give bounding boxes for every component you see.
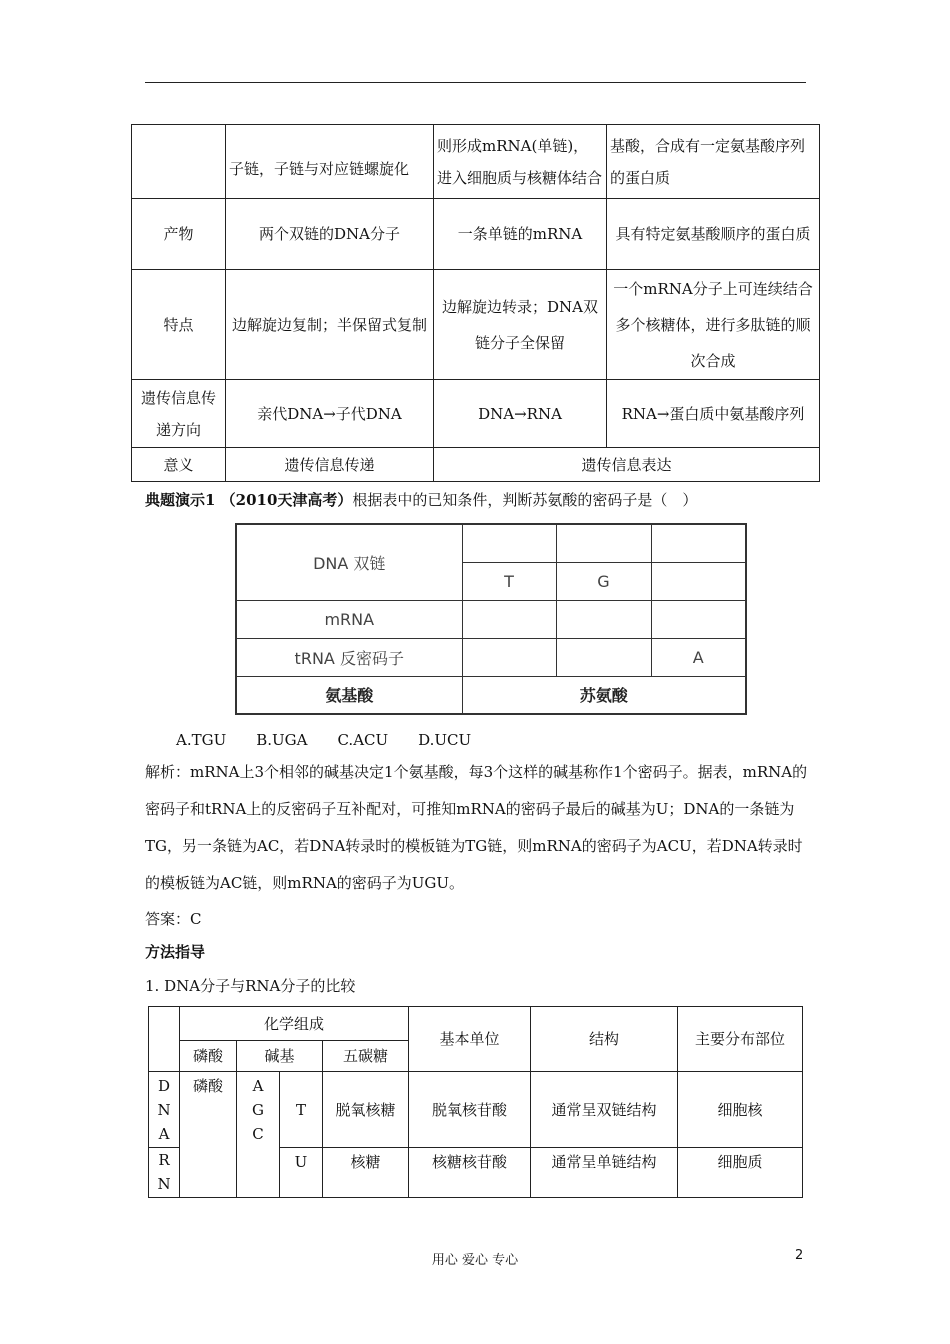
sugar-header: 五碳糖 (323, 1041, 409, 1072)
header-rule (145, 82, 806, 83)
shared-bases: A G C (237, 1072, 280, 1198)
table-row (132, 448, 820, 482)
row-label: 产物 (132, 199, 226, 270)
rna-sugar: 核糖 (323, 1148, 409, 1198)
base-header: 碱基 (237, 1041, 323, 1072)
cell: 亲代DNA→子代DNA (226, 380, 434, 448)
option-a: A.TGU (176, 731, 227, 749)
codon-table (235, 523, 747, 715)
cell: 边解旋边复制；半保留式复制 (226, 270, 434, 380)
footer-text: 用心 爱心 专心 (431, 1253, 519, 1268)
cell (556, 638, 651, 676)
cell: 一个mRNA分子上可连续结合多个核糖体，进行多肽链的顺次合成 (607, 270, 820, 380)
cell: 基酸，合成有一定氨基酸序列的蛋白质 (607, 125, 820, 199)
table-row (132, 125, 820, 199)
analysis-text: 解析：mRNA上3个相邻的碱基决定1个氨基酸，每3个这样的碱基称作1个密码子。据表，mRNA的密码子和tRNA上的反密码子互补配对，可推知mRNA的密码子最后的碱基为U；DNA的一条链为TG，另一条链为AC，若DNA转录时的模板链为TG链，则mRNA的密码子为ACU，若DNA转录时的模板链为AC链，则mRNA的密码子为UGU。 (145, 763, 808, 892)
dna-dist: 细胞核 (678, 1072, 803, 1148)
cell: 遗传信息表达 (434, 448, 820, 482)
method-item-1: 1. DNA分子与RNA分子的比较 (145, 977, 356, 995)
page-number: 2 (795, 1248, 804, 1263)
table-row (132, 199, 820, 270)
amino-acid-value: 苏氨酸 (462, 676, 746, 714)
dna-struct: 通常呈双链结构 (531, 1072, 678, 1148)
dna-rna-table (148, 1006, 803, 1198)
cell: DNA→RNA (434, 380, 607, 448)
example-question: 根据表中的已知条件，判断苏氨酸的密码子是（ ） (352, 491, 698, 509)
cell: A (651, 638, 746, 676)
dna-sugar: 脱氧核糖 (323, 1072, 409, 1148)
dna-label: DNA 双链 (236, 524, 462, 600)
rna-unit: 核糖核苷酸 (409, 1148, 531, 1198)
example-heading: 典题演示1 （2010天津高考） (145, 491, 353, 509)
unit-header: 基本单位 (409, 1007, 531, 1072)
comparison-table (131, 124, 820, 482)
dna-unit: 脱氧核苷酸 (409, 1072, 531, 1148)
mrna-label: mRNA (236, 600, 462, 638)
cell: 子链，子链与对应链螺旋化 (226, 125, 434, 199)
cell: G (556, 562, 651, 600)
table-row (132, 380, 820, 448)
amino-acid-label: 氨基酸 (236, 676, 462, 714)
cell: 两个双链的DNA分子 (226, 199, 434, 270)
cell (651, 562, 746, 600)
cell (462, 638, 556, 676)
table-row (132, 270, 820, 380)
example-line (145, 488, 697, 512)
option-d: D.UCU (418, 731, 472, 749)
rna-dist: 细胞质 (678, 1148, 803, 1198)
dist-header: 主要分布部位 (678, 1007, 803, 1072)
option-c: C.ACU (337, 731, 389, 749)
struct-header: 结构 (531, 1007, 678, 1072)
cell: T (462, 562, 556, 600)
cell: 具有特定氨基酸顺序的蛋白质 (607, 199, 820, 270)
option-b: B.UGA (256, 731, 308, 749)
chem-composition-header: 化学组成 (180, 1007, 409, 1041)
method-heading: 方法指导 (145, 943, 206, 961)
row-label: 遗传信息传递方向 (132, 380, 226, 448)
dna-label: D N A (149, 1072, 180, 1148)
phosphate-header: 磷酸 (180, 1041, 237, 1072)
cell: RNA→蛋白质中氨基酸序列 (607, 380, 820, 448)
answer-options (176, 730, 501, 750)
answer-text: 答案：C (145, 910, 202, 928)
cell: 一条单链的mRNA (434, 199, 607, 270)
trna-label: tRNA 反密码子 (236, 638, 462, 676)
cell: 边解旋边转录；DNA双链分子全保留 (434, 270, 607, 380)
row-label: 意义 (132, 448, 226, 482)
phosphate-cell: 磷酸 (180, 1072, 237, 1198)
rna-label: R N (149, 1148, 180, 1198)
rna-struct: 通常呈单链结构 (531, 1148, 678, 1198)
dna-base: T (280, 1072, 323, 1148)
row-label: 特点 (132, 270, 226, 380)
cell: 遗传信息传递 (226, 448, 434, 482)
cell: 则形成mRNA(单链)，进入细胞质与核糖体结合 (434, 125, 607, 199)
rna-base: U (280, 1148, 323, 1198)
